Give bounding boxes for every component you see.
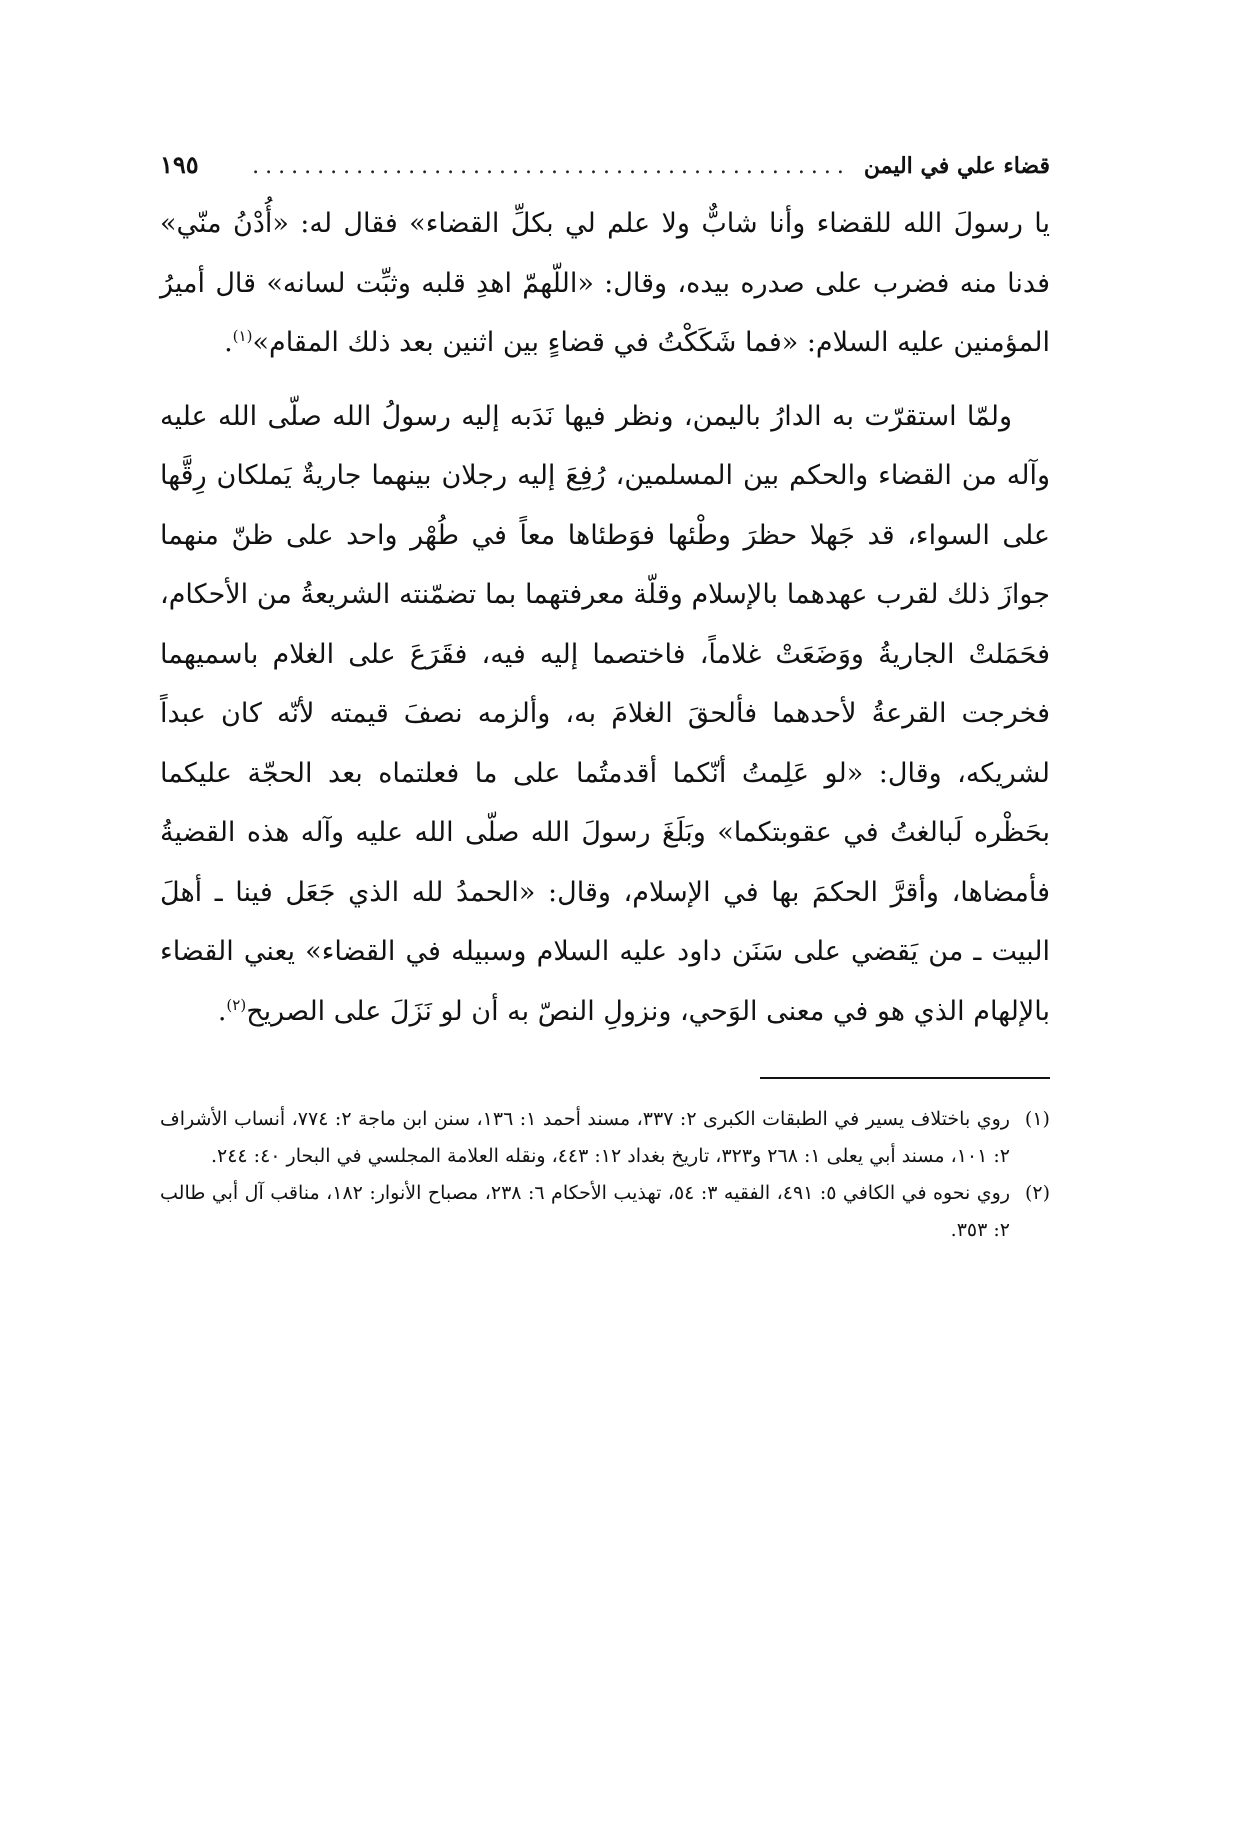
footnote-2 [160,1175,1050,1249]
footnote-1-number: (١) [1024,1108,1050,1130]
leader-dots: .............................................. [252,154,850,179]
paragraph-2-end: . [217,995,227,1027]
chapter-title: قضاء علي في اليمن [863,153,1050,179]
page-number: ١٩٥ [160,150,199,179]
running-header [160,150,1050,190]
paragraph-1 [160,194,1050,373]
paragraph-2 [160,387,1050,1042]
footnotes [160,1101,1050,1249]
footnote-2-number: (٢) [1024,1182,1050,1204]
footnote-2-text: روي نحوه في الكافي ٥: ٤٩١، الفقيه ٣: ٥٤، تهذيب الأحكام ٦: ٢٣٨، مصباح الأنوار: ١٨٢، مناقب آل أبي طالب ٢: ٣٥٣. [160,1182,1010,1241]
footnote-ref-2: (٢) [226,995,247,1014]
footnote-1-text: روي باختلاف يسير في الطبقات الكبرى ٢: ٣٣٧، مسند أحمد ١: ١٣٦، سنن ابن ماجة ٢: ٧٧٤، أنساب الأشراف ٢: ١٠١، مسند أبي يعلى ١: ٢٦٨ و٣٢٣، تاريخ بغداد ١٢: ٤٤٣، ونقله العلامة المجلسي في البحار ٤٠: ٢٤٤. [160,1108,1010,1167]
paragraph-1-text: يا رسولَ الله للقضاء وأنا شابٌّ ولا علم لي بكلِّ القضاء» فقال له: «أُدْنُ منّي» فدنا منه فضرب على صدره بيده، وقال: «اللّهمّ اهدِ قلبه وثبِّت لسانه» قال أميرُ المؤمنين عليه السلام: «فما شَكَكْتُ في قضاءٍ بين اثنين بعد ذلك المقام» [160,208,1050,358]
footnote-1 [160,1101,1050,1175]
paragraph-2-text: ولمّا استقرّت به الدارُ باليمن، ونظر فيها نَدَبه إليه رسولُ الله صلّى الله عليه وآله من القضاء والحكم بين المسلمين، رُفِعَ إليه رجلان بينهما جاريةٌ يَملكان رِقَّها على السواء، قد جَهلا حظرَ وطْئها فوَطئاها معاً في طُهْر واحد على ظنّ منهما جوازَ ذلك لقرب عهدهما بالإسلام وقلّة معرفتهما بما تضمّنته الشريعةُ من الأحكام، فحَمَلتْ الجاريةُ ووَضَعَتْ غلاماً، فاختصما إليه فيه، فقَرَعَ على الغلام باسميهما فخرجت القرعةُ لأحدهما فألحقَ الغلامَ به، وألزمه نصفَ قيمته لأنّه كان عبداً لشريكه، وقال: «لو عَلِمتُ أنّكما أقدمتُما على ما فعلتماه بعد الحجّة عليكما بحَظْره لَبالغتُ في عقوبتكما» وبَلَغَ رسولَ الله صلّى الله عليه وآله هذه القضيةُ فأمضاها، وأقرَّ الحكمَ بها في الإسلام، وقال: «الحمدُ لله الذي جَعَل فينا ـ أهلَ البيت ـ من يَقضي على سَنَن داود عليه السلام وسبيله في القضاء» يعني القضاء بالإلهام الذي هو في معنى الوَحي، ونزولِ النصّ به أن لو نَزَلَ على الصريح [160,400,1050,1027]
paragraph-1-end: . [224,327,233,358]
footnote-separator [760,1077,1050,1079]
main-text [160,194,1050,1041]
book-page [160,150,1050,1249]
footnote-ref-1: (١) [232,327,253,345]
